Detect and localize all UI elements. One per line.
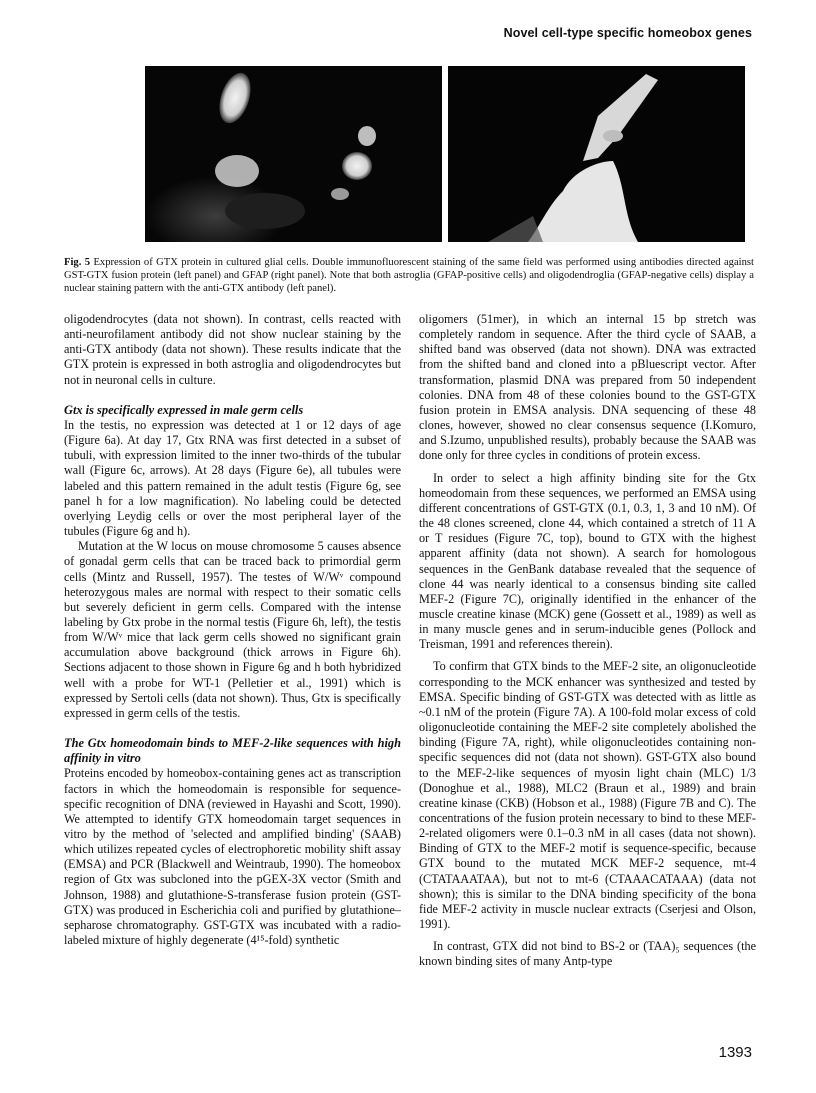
section-heading: Gtx is specifically expressed in male germ cells	[64, 402, 304, 417]
running-title: Novel cell-type specific homeobox genes	[503, 26, 752, 40]
gtx-staining-panel	[145, 66, 442, 242]
figure-5-micrograph	[145, 66, 745, 242]
page-number: 1393	[718, 1044, 752, 1061]
gfap-staining-image	[448, 66, 745, 242]
figure-caption	[64, 256, 754, 296]
figure-label: Fig. 5	[64, 257, 91, 268]
paragraph: In order to select a high affinity binding site for the Gtx homeodomain from these sequences, we performed an EMSA using different concentrations of GST-GTX (0.1, 0.3, 1, 3 and 10 nM). Of the 48 clones screened, clone 44, which contained a stretch of 11 A or T residues (Figure 7C, top), bound to GTX with the highest apparent affinity (data not shown). A search for homologous sequences in the GenBank database revealed that the sequence of clone 44 was nearly identical to a consensus binding site called MEF-2 (Figure 7C), originally identified in the enhancer of the muscle creatine kinase (MCK) gene (Gossett et al., 1989) as well as in many muscle genes and in serum-inducible genes (Pollock and Treisman, 1991 and references therein).	[419, 470, 756, 652]
paragraph: Mutation at the W locus on mouse chromosome 5 causes absence of gonadal germ cells that can be traced back to primordial germ cells (Mintz and Russell, 1957). The testes of W/Wᵛ compound heterozygous males are normal with respect to their somatic cells but severely deficient in germ cells. Compared with the intense labeling by Gtx probe in the normal testis (Figure 6h, left), the testis from W/Wᵛ mice that lack germ cells showed no significant grain accumulation above background (thick arrows in Figure 6h). Sections adjacent to those shown in Figure 6g and h both hybridized well with a probe for WT-1 (Pelletier et al., 1991) which is expressed by Sertoli cells (data not shown). Thus, Gtx is specifically expressed in germ cells of the testis.	[64, 539, 401, 720]
section-heading: The Gtx homeodomain binds to MEF-2-like sequences with high affinity in vitro	[64, 736, 401, 766]
paragraph: Proteins encoded by homeobox-containing genes act as transcription factors in which the homeodomain is responsible for sequence-specific recognition of DNA (reviewed in Hayashi and Scott, 1990). We attempted to identify GTX homeodomain target sequences in vitro by the method of 'selected and amplified binding' (SAAB) which utilizes repeated cycles of electrophoretic mobility shift assay (EMSA) and PCR (Blackwell and Weintraub, 1990). The homeobox region of Gtx was subcloned into the pGEX-3X vector (Smith and Johnson, 1988) and glutathione-S-transferase fusion protein (GST-GTX) was produced in Escherichia coli and purified by glutathione–sepharose chromatography. GST-GTX was incubated with a radio-labeled mixture of highly degenerate (4¹⁵-fold) synthetic	[64, 766, 401, 948]
paragraph: To confirm that GTX binds to the MEF-2 site, an oligonucleotide corresponding to the MCK enhancer was synthesized and tested by EMSA. Specific binding of GST-GTX was detected with as little as ~0.1 nM of the protein (Figure 7A). A 100-fold molar excess of cold oligonucleotide containing the MEF-2 site completely abolished the binding (Figure 7A, right), while oligonucleotides containing non-specific sequences did not (data not shown). GST-GTX also bound to the MEF-2-like sequences of myosin light chain (MLC) 1/3 (Donoghue et al., 1988), MLC2 (Braun et al., 1989) and brain creatine kinase (CKB) (Hobson et al., 1988) (Figure 7B and C). The concentrations of the fusion protein necessary to bind to these MEF-2-related oligomers were 0.1–0.3 nM in all cases (data not shown). Binding of GTX to the MEF-2 motif is sequence-specific, because GTX bound to the mutated MCK MEF-2 sequence, mt-4 (CTATAAATAA), but not to mt-6 (CTAAACATAAA) (data not shown); this is similar to the DNA binding specificity of the bona fide MEF-2 activity in muscle nuclear extracts (Cserjesi and Olson, 1991).	[419, 659, 756, 932]
paragraph: In contrast, GTX did not bind to BS-2 or (TAA)₅ sequences (the known binding sites of many Antp-type	[419, 939, 756, 969]
paragraph: oligomers (51mer), in which an internal 15 bp stretch was completely random in sequence. After the third cycle of SAAB, a shifted band was observed (data not shown). DNA was extracted from the shifted band and cloned into a pBluescript vector. After transformation, plasmid DNA was prepared from 50 independent colonies. DNA from 48 of these colonies bound to the GST-GTX fusion protein in EMSA analysis. DNA sequencing of these 48 clones, however, showed no clear consensus sequence (I.Komuro, and S.Izumo, unpublished results), probably because the SAAB was done only for three cycles in conditions of protein excess.	[419, 312, 756, 463]
paragraph: oligodendrocytes (data not shown). In contrast, cells reacted with anti-neurofilament antibody did not show nuclear staining by the anti-GTX antibody (data not shown). These results indicate that the GTX protein is expressed in both astroglia and oligodendrocytes but not in neuronal cells in culture.	[64, 312, 401, 387]
paragraph: In the testis, no expression was detected at 1 or 12 days of age (Figure 6a). At day 17, Gtx RNA was first detected in a subset of tubuli, with expression limited to the inner two-thirds of the tubular wall (Figure 6c, arrows). At 28 days (Figure 6e), all tubules were labeled and this pattern remained in the adult testis (Figure 6g, see panel h for a low magnification). No labeling could be detected overlying Leydig cells or over the most peripheral layer of the tubules (Figure 6g and h).	[64, 417, 401, 539]
left-column	[64, 312, 401, 948]
gtx-staining-image	[145, 66, 442, 242]
caption-text: Expression of GTX protein in cultured glial cells. Double immunofluorescent staining of the same field was performed using antibodies directed against GST-GTX fusion protein (left panel) and GFAP (right panel). Note that both astroglia (GFAP-positive cells) and oligodendroglia (GFAP-negative cells) display a nuclear staining pattern with the anti-GTX antibody (left panel).	[64, 257, 754, 295]
gfap-staining-panel	[448, 66, 745, 242]
right-column	[419, 312, 756, 970]
